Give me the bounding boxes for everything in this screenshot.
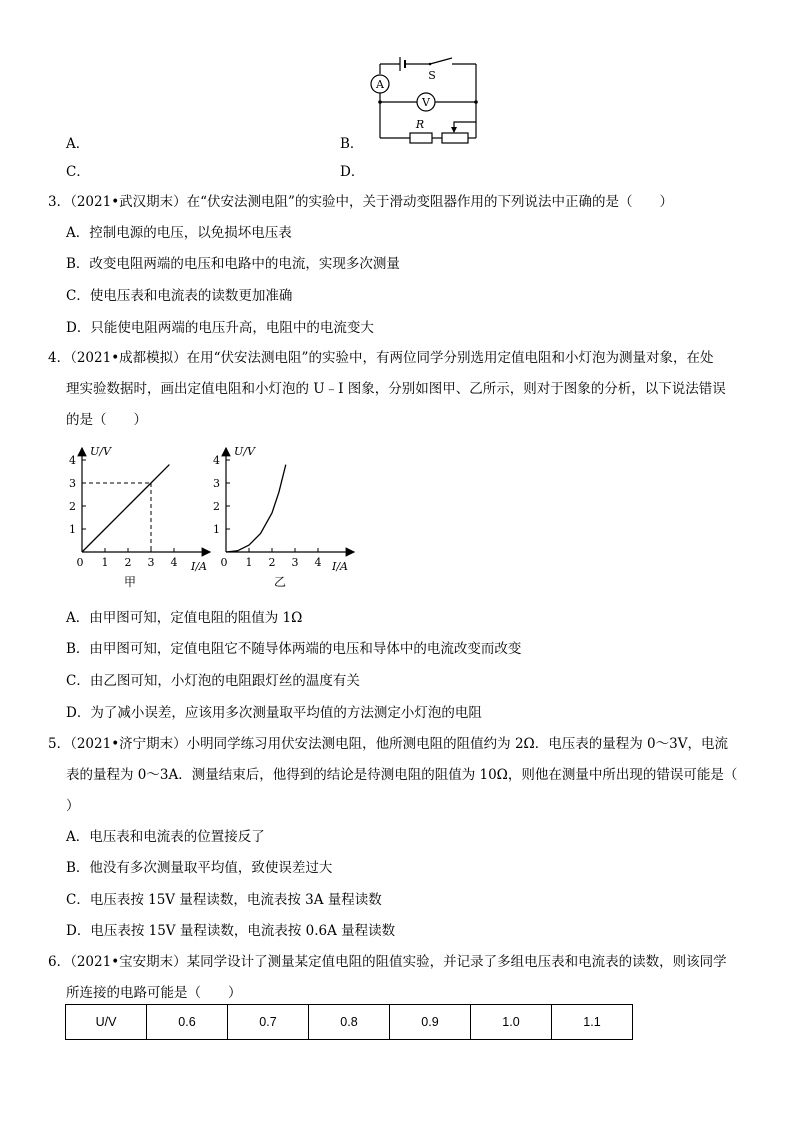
q4-stem-line1: 4．（2021•成都模拟）在用“伏安法测电阻”的实验中，有两位同学分别选用定值电阻和小灯泡为测量对象，在处	[48, 350, 714, 366]
x-tick-label: 3	[291, 556, 299, 569]
q4-option-d: D．为了减小误差，应该用多次测量取平均值的方法测定小灯泡的电阻	[66, 705, 482, 721]
y-tick-label: 3	[69, 477, 76, 490]
table-cell: 1.0	[471, 1005, 552, 1040]
y-tick-label: 3	[213, 477, 220, 490]
q5-stem-line2: 表的量程为 0～3A．测量结束后，他得到的结论是待测电阻的阻值为 10Ω，则他在测量中所出现的错误可能是（	[66, 767, 738, 783]
q5-option-b: B．他没有多次测量取平均值，致使误差过大	[66, 860, 333, 876]
y-tick-label: 2	[69, 500, 76, 513]
table-cell: 1.1	[552, 1005, 633, 1040]
y-tick-label: 4	[213, 454, 220, 467]
switch-lever	[430, 58, 452, 64]
q5-stem-line3: ）	[66, 798, 80, 814]
rheostat-symbol	[442, 133, 468, 143]
table-cell: 0.8	[309, 1005, 390, 1040]
x-tick-label: 2	[268, 556, 276, 569]
table-cell: 0.7	[228, 1005, 309, 1040]
rheostat-slider-wire	[454, 122, 476, 126]
table-cell: U/V	[66, 1005, 147, 1040]
top-option-b: B．	[340, 136, 364, 152]
q4-option-b: B．由甲图可知，定值电阻它不随导体两端的电压和导体中的电流改变而改变	[66, 641, 522, 657]
q6-stem-line2: 所连接的电路可能是（ ）	[66, 985, 242, 1001]
q3-option-a: A．控制电源的电压，以免损坏电压表	[66, 225, 292, 241]
series-line	[226, 465, 286, 552]
q3-option-b: B．改变电阻两端的电压和电路中的电流，实现多次测量	[66, 256, 400, 272]
chart-caption: 甲	[123, 575, 137, 589]
y-tick-label: 1	[69, 523, 76, 536]
series-line	[82, 465, 169, 552]
q5-option-a: A．电压表和电流表的位置接反了	[66, 829, 265, 845]
q4-option-c: C．由乙图可知，小灯泡的电阻跟灯丝的温度有关	[66, 673, 360, 689]
y-axis-label: U/V	[234, 445, 255, 458]
q6-stem-line1: 6．（2021•宝安期末）某同学设计了测量某定值电阻的阻值实验，并记录了多组电压表和电流表的读数，则该同学	[48, 954, 727, 970]
y-axis-label: U/V	[90, 445, 111, 458]
chart-jia	[62, 440, 222, 590]
x-tick-label: 3	[147, 556, 155, 569]
voltmeter-label: V	[422, 96, 430, 109]
x-tick-label: 4	[314, 556, 322, 569]
table-row	[66, 1005, 633, 1040]
ammeter-label: A	[376, 78, 384, 91]
top-option-d: D．	[340, 164, 365, 180]
rheostat-arrow	[451, 127, 457, 133]
table-cell: 0.9	[390, 1005, 471, 1040]
q3-option-c: C．使电压表和电流表的读数更加准确	[66, 288, 293, 304]
q4-stem-line2: 理实验数据时，画出定值电阻和小灯泡的 U﹣I 图象，分别如图甲、乙所示，则对于图象的分析，以下说法错误	[66, 381, 726, 397]
resistor-symbol	[410, 133, 432, 143]
q3-stem: 3．（2021•武汉期末）在“伏安法测电阻”的实验中，关于滑动变阻器作用的下列说法中正确的是（ ）	[48, 194, 673, 210]
top-option-a: A．	[66, 136, 90, 152]
x-tick-label: 1	[245, 556, 253, 569]
q3-option-d: D．只能使电阻两端的电压升高，电阻中的电流变大	[66, 320, 374, 336]
switch-label: S	[428, 69, 436, 82]
x-tick-label: 0	[76, 556, 84, 569]
x-tick-label: 4	[170, 556, 178, 569]
x-axis-label: I/A	[191, 560, 207, 573]
top-option-c: C．	[66, 164, 90, 180]
resistor-label: R	[415, 118, 425, 131]
chart-yi	[206, 440, 366, 590]
q4-option-a: A．由甲图可知，定值电阻的阻值为 1Ω	[66, 610, 303, 626]
x-tick-label: 1	[101, 556, 109, 569]
y-tick-label: 2	[213, 500, 220, 513]
voltage-table	[65, 1004, 633, 1040]
x-tick-label: 0	[220, 556, 228, 569]
table-cell: 0.6	[147, 1005, 228, 1040]
circuit-diagram	[360, 50, 490, 146]
chart-caption: 乙	[273, 575, 287, 589]
y-tick-label: 1	[213, 523, 220, 536]
q5-option-d: D．电压表按 15V 量程读数，电流表按 0.6A 量程读数	[66, 923, 396, 939]
q5-option-c: C．电压表按 15V 量程读数，电流表按 3A 量程读数	[66, 892, 382, 908]
x-tick-label: 2	[124, 556, 132, 569]
q5-stem-line1: 5．（2021•济宁期末）小明同学练习用伏安法测电阻，他所测电阻的阻值约为 2Ω．电压表的量程为 0～3V，电流	[48, 736, 728, 752]
y-tick-label: 4	[69, 454, 76, 467]
x-axis-label: I/A	[332, 560, 348, 573]
q4-stem-line3: 的是（ ）	[66, 412, 147, 428]
